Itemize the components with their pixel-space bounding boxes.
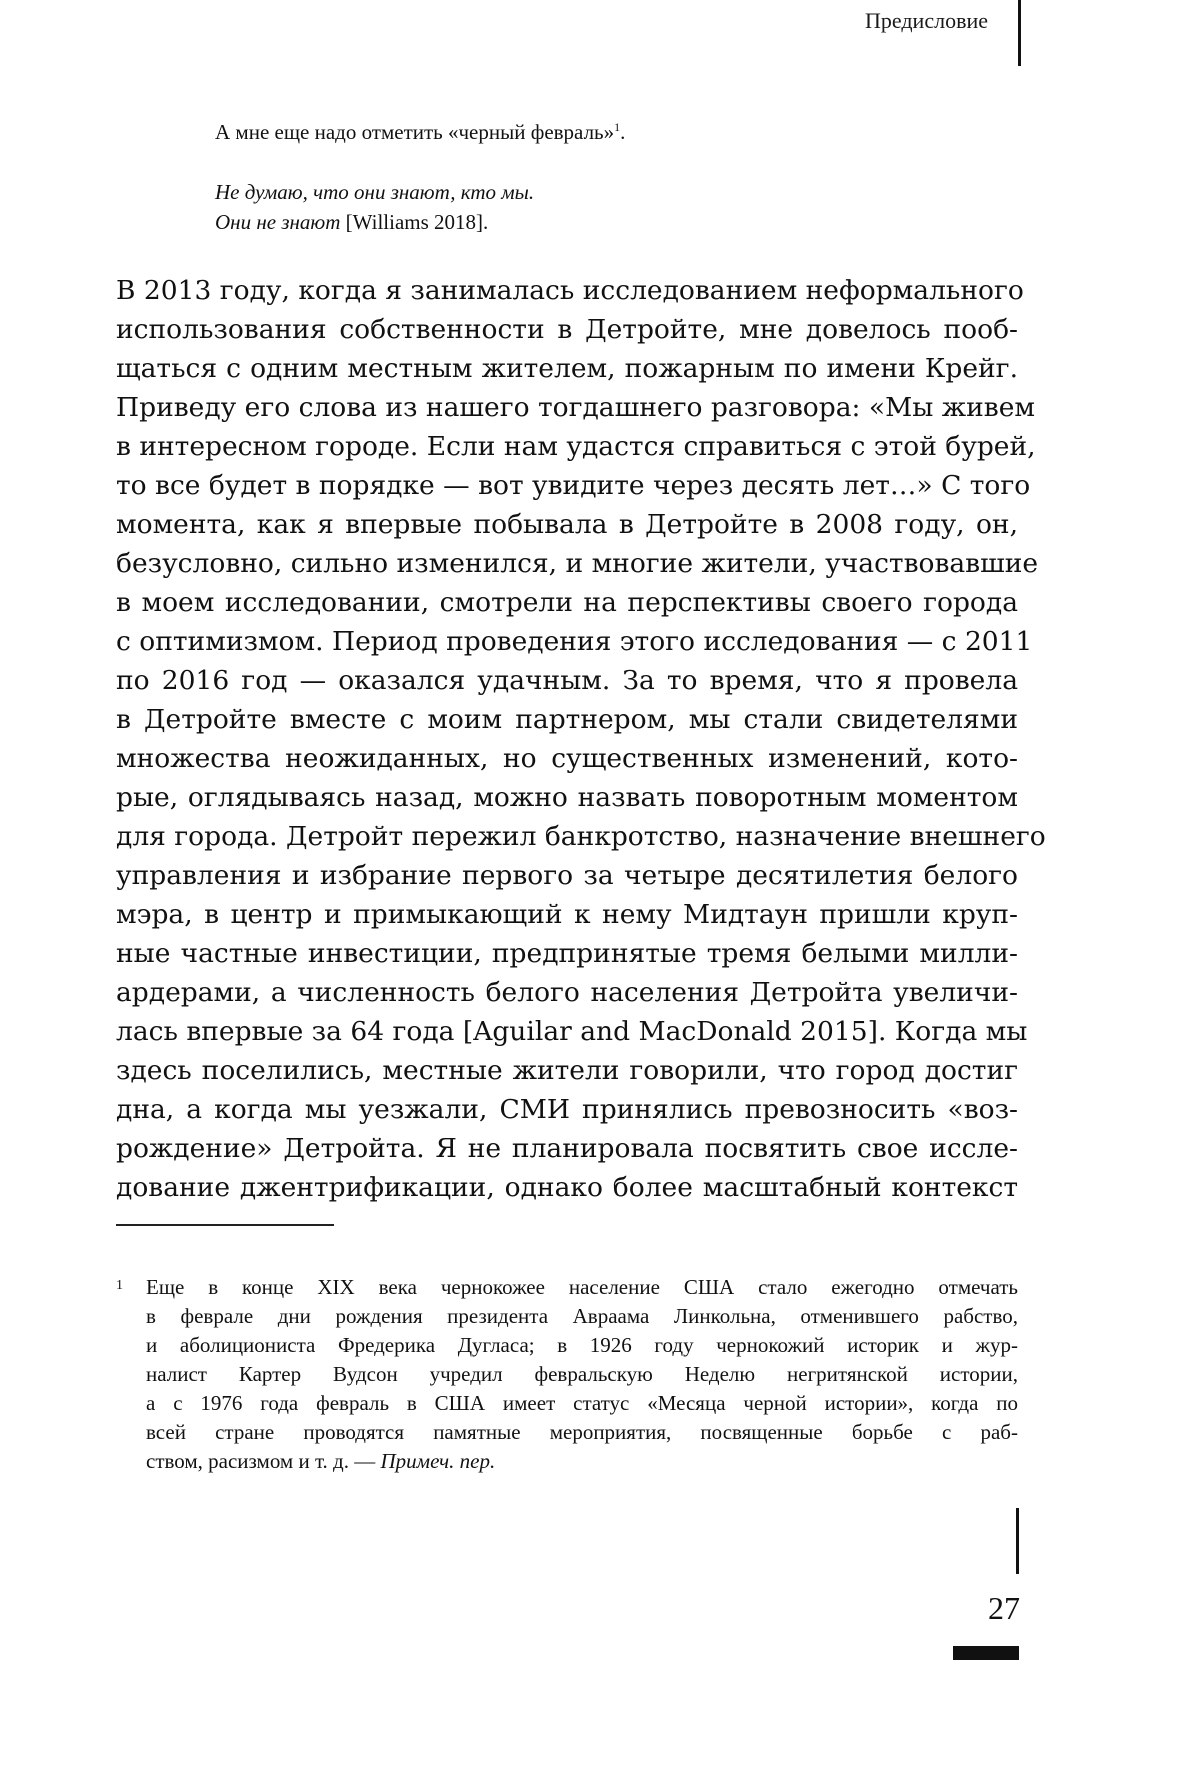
epigraph-line bbox=[215, 112, 975, 147]
footnote-line: Еще в конце XIX века чернокожее население США стало ежегодно отмечать bbox=[146, 1275, 1018, 1299]
body-line: управления и избрание первого за четыре десятилетия белого bbox=[116, 860, 1018, 891]
header-divider bbox=[1018, 0, 1021, 66]
footnote bbox=[116, 1273, 1018, 1476]
body-line: мэра, в центр и примыкающий к нему Мидтаун пришли круп- bbox=[116, 899, 1018, 930]
body-line: момента, как я впервые побывала в Детройте в 2008 году, он, bbox=[116, 509, 1018, 540]
footnote-line: а с 1976 года февраль в США имеет статус «Месяца черной истории», когда по bbox=[146, 1391, 1018, 1415]
body-line: в интересном городе. Если нам удастся справиться с этой бурей, bbox=[116, 431, 1036, 462]
epigraph-verse-2: Они не знают bbox=[215, 210, 341, 234]
body-line: рождение» Детройта. Я не планировала посвятить свое иссле- bbox=[116, 1133, 1018, 1164]
body-line: В 2013 году, когда я занималась исследованием неформального bbox=[116, 275, 1024, 306]
footnote-line: налист Картер Вудсон учредил февральскую Неделю негритянской истории, bbox=[146, 1362, 1018, 1386]
body-line: множества неожиданных, но существенных изменений, кото- bbox=[116, 743, 1018, 774]
footnote-body bbox=[146, 1273, 1018, 1476]
body-line: лась впервые за 64 года [Aguilar and MacDonald 2015]. Когда мы bbox=[116, 1016, 1028, 1047]
body-line: в Детройте вместе с моим партнером, мы стали свидетелями bbox=[116, 704, 1018, 735]
footnote-separator bbox=[116, 1224, 334, 1226]
body-line: по 2016 год — оказался удачным. За то время, что я провела bbox=[116, 665, 1018, 696]
epigraph-citation: [Williams 2018]. bbox=[340, 210, 489, 234]
epigraph-verse-1: Не думаю, что они знают, кто мы. bbox=[215, 180, 535, 204]
body-line: здесь поселились, местные жители говорили, что город достиг bbox=[116, 1055, 1018, 1086]
epigraph-punct: . bbox=[620, 120, 626, 144]
body-line: для города. Детройт пережил банкротство, назначение внешнего bbox=[116, 821, 1046, 852]
body-line: то все будет в порядке — вот увидите через десять лет…» С того bbox=[116, 470, 1031, 501]
footnote-line: всей стране проводятся памятные мероприятия, посвященные борьбе с раб- bbox=[146, 1420, 1018, 1444]
footnote-line-text: ством, расизмом и т. д. — bbox=[146, 1449, 381, 1473]
footnote-last-line bbox=[146, 1447, 1018, 1476]
footnote-line: в феврале дни рождения президента Авраама Линкольна, отменившего рабство, bbox=[146, 1304, 1018, 1328]
body-line: щаться с одним местным жителем, пожарным по имени Крейг. bbox=[116, 353, 1018, 384]
epigraph-verse-2-row bbox=[215, 207, 975, 237]
footnote-number: 1 bbox=[116, 1278, 123, 1293]
body-line: Приведу его слова из нашего тогдашнего разговора: «Мы живем bbox=[116, 392, 1035, 423]
body-line: с оптимизмом. Период проведения этого исследования — с 2011 bbox=[116, 626, 1033, 657]
body-line: ардерами, а численность белого населения Детройта увеличи- bbox=[116, 977, 1018, 1008]
translator-note: Примеч. пер. bbox=[380, 1449, 496, 1473]
page-number: 27 bbox=[988, 1590, 1020, 1626]
body-text bbox=[116, 271, 1046, 1207]
body-line: дование джентрификации, однако более масштабный контекст bbox=[116, 1172, 1018, 1203]
epigraph bbox=[215, 112, 975, 237]
footer-divider bbox=[1016, 1508, 1019, 1574]
body-line: безусловно, сильно изменился, и многие жители, участвовавшие bbox=[116, 548, 1039, 579]
footnote-line: и аболициониста Фредерика Дугласа; в 1926 году чернокожий историк и жур- bbox=[146, 1333, 1018, 1357]
body-line: дна, а когда мы уезжали, СМИ принялись превозносить «воз- bbox=[116, 1094, 1018, 1125]
body-line: в моем исследовании, смотрели на перспективы своего города bbox=[116, 587, 1018, 618]
body-line: использования собственности в Детройте, мне довелось пооб- bbox=[116, 314, 1018, 345]
page-marker-bar bbox=[953, 1646, 1019, 1660]
body-line: рые, оглядываясь назад, можно назвать поворотным моментом bbox=[116, 782, 1018, 813]
epigraph-text: А мне еще надо отметить «черный февраль» bbox=[215, 120, 615, 144]
running-header: Предисловие bbox=[865, 8, 988, 33]
body-line: ные частные инвестиции, предпринятые тремя белыми милли- bbox=[116, 938, 1018, 969]
footnote-ref[interactable]: 1 bbox=[614, 120, 621, 134]
